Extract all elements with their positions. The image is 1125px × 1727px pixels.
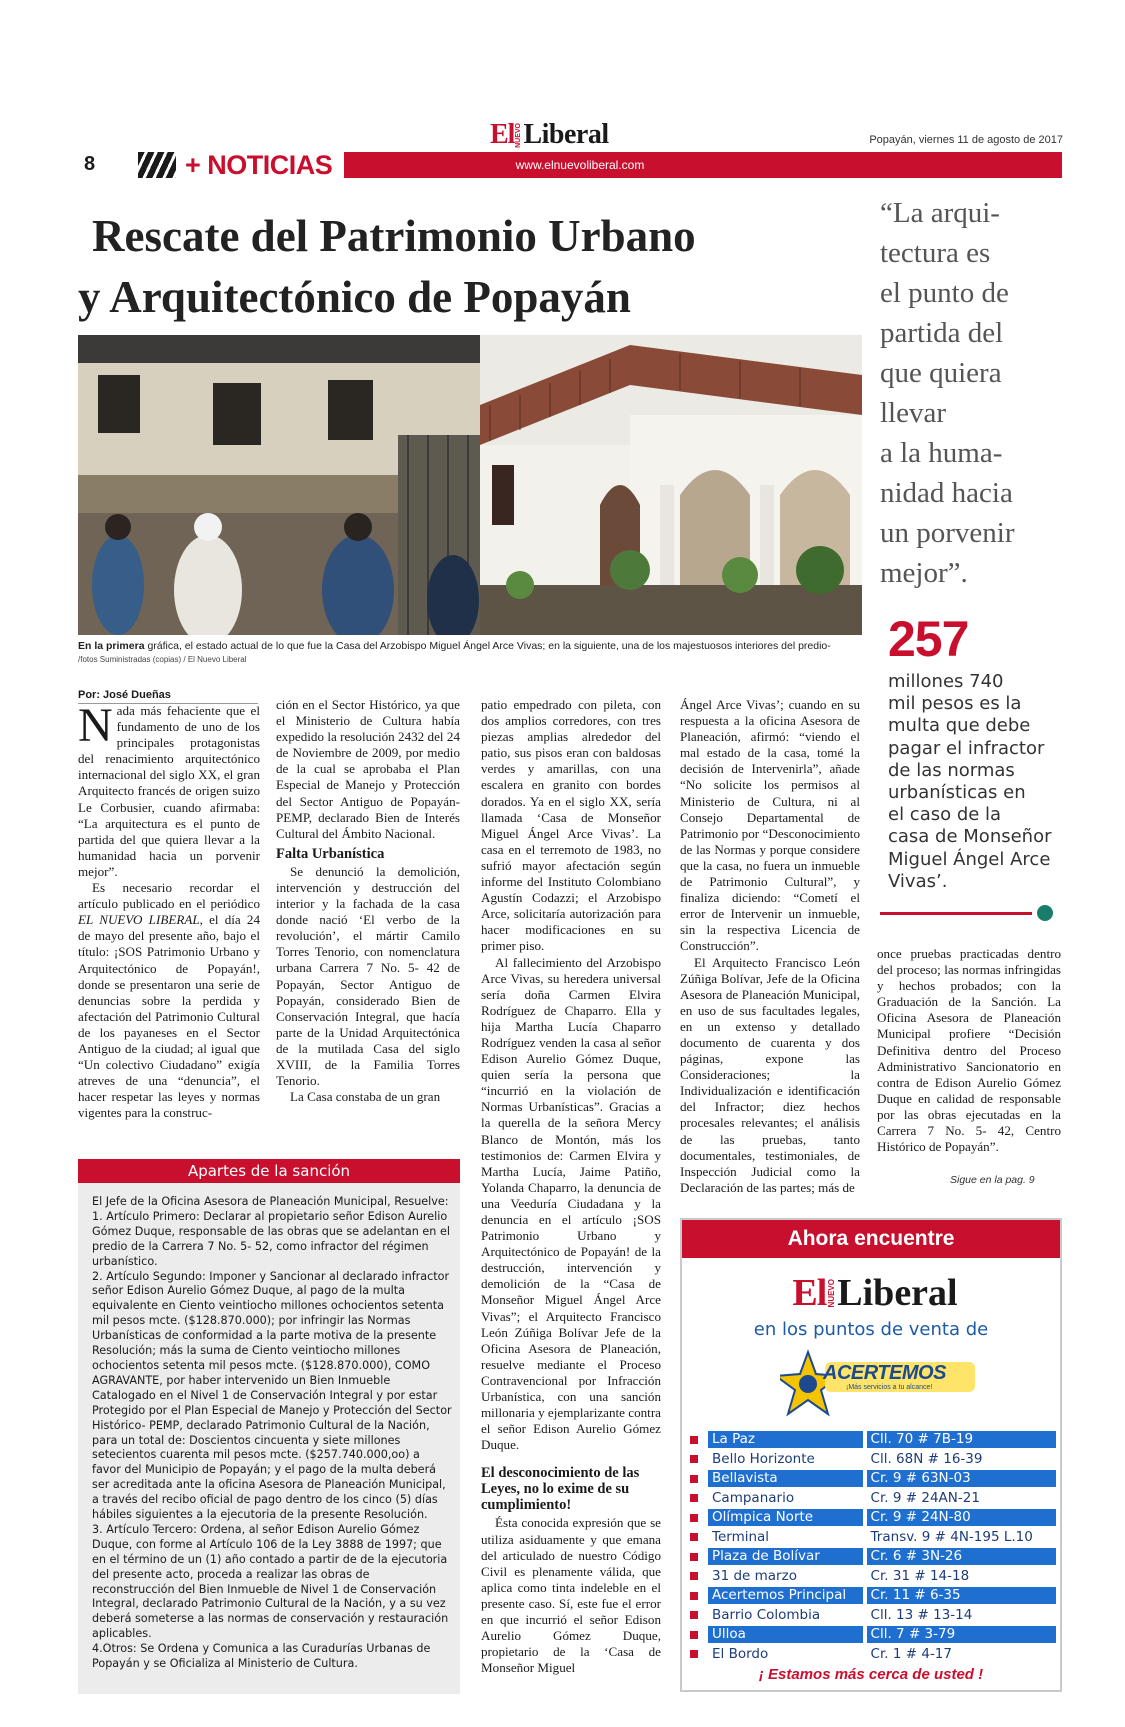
ad-newspaper-logo <box>770 1271 980 1315</box>
bullet-square-icon <box>690 1611 698 1619</box>
sanction-paragraph: 1. Artículo Primero: Declarar al propietario señor Edison Aurelio Gómez Duque, responsable de las obras que se adelantan en el predio de la Carrera 7 No. 5- 52, como infractor del régimen urbanístico. <box>92 1209 450 1268</box>
logo-liberal: Liberal <box>523 119 609 150</box>
sales-point-row <box>686 1508 1056 1528</box>
sales-point-row <box>686 1606 1056 1626</box>
paragraph: patio empedrado con pileta, con dos amplios corredores, con tres piezas amplias alrededor del patio, sus pisos eran con baldosas verdes y amarillas, con una escalera en granito con bordes dorados. Ya en el siglo XX, sería llamada ‘Casa de Monseñor Miguel Ángel Arce Vivas’. La casa en el terremoto de 1983, no sufrió mayor afectación según informe del Instituto Colombiano Agustín Codazzi; el Arzobispo Arce, solicitaría autorización para hacer modificaciones en su primer piso. <box>481 697 661 954</box>
drop-cap: N <box>78 699 113 752</box>
sales-point-place: Acertemos Principal <box>708 1587 863 1604</box>
sanction-box-title: Apartes de la sanción <box>78 1159 460 1183</box>
bullet-square-icon <box>690 1514 698 1522</box>
header-stripes <box>138 152 178 178</box>
sales-point-place: Ulloa <box>708 1626 863 1643</box>
page-number: 8 <box>84 153 96 175</box>
paragraph: El Arquitecto Francisco León Zúñiga Bolívar, Jefe de la Oficina Asesora de Planeación Municipal, en uso de sus facultades legales, en un extenso y detallado documento de cuarenta y dos páginas, expone las Consideraciones; la Individualización e identificación del Infractor; diez hechos procesales relevantes; el análisis de las pruebas, tanto documentales, testimoniales, de Inspección Judicial como la Declaración de las partes; más de <box>680 954 860 1195</box>
bullet-square-icon <box>690 1533 698 1541</box>
bullet-square-icon <box>690 1494 698 1502</box>
sales-point-address: Cr. 9 # 24N-80 <box>867 1509 1056 1526</box>
paragraph: Ésta conocida expresión que se utiliza asiduamente y que emana del articulado de nuestro Código Civil es plenamente válida, que aplica como tinta indeleble en el presente caso. Sí, este fue el error en que incurrió el señor Edison Aurelio Gómez Duque, propietario de la ‘Casa de Monseñor Miguel <box>481 1515 661 1676</box>
sanction-paragraph: 4.Otros: Se Ordena y Comunica a las Curadurías Urbanas de Popayán y se Oficializa al Ministerio de Cultura. <box>92 1642 431 1671</box>
website-url[interactable]: www.elnuevoliberal.com <box>515 158 645 172</box>
subheading: Falta Urbanística <box>276 845 385 862</box>
paragraph <box>78 880 260 1121</box>
sales-point-address: Cr. 1 # 4-17 <box>870 1645 952 1662</box>
bullet-square-icon <box>690 1553 698 1561</box>
sales-point-place: La Paz <box>708 1431 863 1448</box>
bullet-square-icon <box>690 1572 698 1580</box>
sales-point-place: 31 de marzo <box>712 1567 797 1584</box>
bullet-square-icon <box>690 1631 698 1639</box>
article-column-5 <box>877 946 1061 1155</box>
sales-point-row <box>686 1567 1056 1587</box>
logo-el: El <box>792 1272 827 1314</box>
sales-point-row <box>686 1450 1056 1470</box>
sales-point-place: Plaza de Bolívar <box>708 1548 863 1565</box>
sales-point-place: Barrio Colombia <box>712 1606 821 1623</box>
masthead-logo <box>490 118 650 152</box>
paragraph: La Casa constaba de un gran <box>290 1089 441 1105</box>
paragraph-text: ada más fehaciente que el fundamento de uno de los principales protagonistas del renacimiento arquitectónico internacional del siglo XX, el gran Arquitecto francés de origen suizo Le Corbusier, cuando afirmaba: “La arquitectura es el punto de partida del que quiera llevar a la humanidad hacia un porvenir mejor”. <box>78 703 260 879</box>
stat-dot-icon <box>1037 905 1053 921</box>
continues-note[interactable]: Sigue en la pag. 9 <box>950 1174 1035 1186</box>
stat-number: 257 <box>888 611 969 667</box>
byline: Por: José Dueñas <box>78 689 171 701</box>
article-column-3 <box>481 697 661 1676</box>
logo-el: El <box>490 119 515 150</box>
logo-nuevo: NUEVO <box>827 1278 837 1308</box>
photo-caption <box>78 640 878 653</box>
paragraph-text: , el día 24 de mayo del presente año, bajo el título: ¡SOS Patrimonio Urbano y Arquitectónico de Popayán!, donde se presentaron una serie de denuncias sobre la perdida y afectación del Patrimonio Cultural de los payaneses en el Sector Antiguo de la ciudad; al igual que “Un colectivo Ciudadano” exigía atreves de una “denuncia”, el hacer respetar las leyes y normas vigentes para la construc- <box>78 912 260 1121</box>
bullet-square-icon <box>690 1592 698 1600</box>
paragraph: ción en el Sector Histórico, ya que el Ministerio de Cultura había expedido la resolución 2432 del 24 de Noviembre de 2009, por medio de la cual se aprobaba el Plan Especial de Manejo y Protección del Sector Antiguo de Popayán- PEMP, declarado Bien de Interés Cultural del Ámbito Nacional. <box>276 697 460 841</box>
photo-colonial-courtyard <box>480 335 862 635</box>
paragraph: Al fallecimiento del Arzobispo Arce Vivas, su heredera universal sería doña Carmen Elvira Rodríguez de Chaparro. Ella y hija Martha Lucía Chaparro Rodríguez venden la casa al señor Edison Aurelio Gómez Duque, quien sería la persona que “incurrió en la violación de Normas Urbanísticas”. Gracias a la querella de la señora Mercy Blanco de Montón, más los testimonios de: Carmen Elvira y Martha Lucía, Jaime Patiño, Yolanda Chaparro, la denuncia de una Veeduría Ciudadana y la denuncia en el artículo ¡SOS Patrimonio Urbano y Arquitectónico de Popayán! de la destrucción, intervención y demolición de la “Casa de Monseñor Miguel Ángel Arce Vivas”; el Arquitecto Francisco León Zúñiga Bolívar Jefe de la Oficina Asesora de Planeación, resuelve mediante el Proceso Contravencional por Infracción Urbanística, con una sanción millonaria y ejemplarizante contra el señor Edison Aurelio Gómez Duque. <box>481 954 661 1453</box>
ad-footer: ¡ Estamos más cerca de usted ! <box>758 1666 984 1683</box>
photo-credit: /fotos Suministradas (copias) / El Nuevo Liberal <box>78 655 247 664</box>
stat-text: millones 740 mil pesos es la multa que debe pagar el infractor de las normas urbanísticas en el caso de la casa de Monseñor Miguel Ángel Arce Vivas’. <box>888 671 1052 892</box>
sales-point-row <box>686 1645 1056 1665</box>
issue-date: Popayán, viernes 11 de agosto de 2017 <box>869 134 1063 146</box>
sales-point-place: Campanario <box>712 1489 795 1506</box>
sales-point-place: Bellavista <box>708 1470 863 1487</box>
paragraph: Ángel Arce Vivas’; cuando en su respuesta a la oficina Asesora de Planeación, afirmó: “viendo el mal estado de la casa, tomé la decisión de Intervenirla”, añade “No solicite los permisos al Ministerio de Cultura, ni al Consejo Departamental de Patrimonio por “Desconocimiento de las Normas y porque considere que la casa, no fuera un inmueble de Patrimonio Cultural”, y finaliza diciendo: “Cometí el error de Intervenir un inmueble, sin la respectiva Licencia de Construcción”. <box>680 697 860 954</box>
sales-point-address: Cr. 9 # 63N-03 <box>867 1470 1056 1487</box>
article-column-4 <box>680 697 860 1196</box>
caption-bold: En la primera <box>78 640 145 652</box>
sales-point-place: Terminal <box>712 1528 770 1545</box>
bullet-square-icon <box>690 1436 698 1444</box>
ad-subtitle: en los puntos de venta de <box>753 1319 989 1340</box>
subheading: El desconocimiento de las Leyes, no lo exime de su cumplimiento! <box>481 1465 640 1514</box>
sanction-paragraph: 2. Artículo Segundo: Imponer y Sancionar al declarado infractor señor Edison Aurelio Gómez Duque, al pago de la multa equivalente en Ciento veintiocho millones ochocientos setenta mil pesos mcte. ($128.870.000); por infringir las Normas Urbanísticas de conformidad a la parte motiva de la presente Resolución; más la suma de Ciento veintiocho millones ochocientos setenta mil pesos mcte. ($128.870.000), COMO AGRAVANTE, por haber intervenido un Bien Inmueble Catalogado en el Nivel 1 de Conservación Integral y por estar Protegido por el Plan Especial de Manejo y Protección del Sector Histórico- PEMP, declarado Patrimonio Cultural de la Nación, para un total de: Doscientos cincuenta y siete millones setecientos cuarenta mil pesos mcte. ($257.740.000,oo) a favor del Municipio de Popayán; y el pago de la multa deberá ser acreditada ante la oficina Asesora de Planeación Municipal, a través del recibo oficial de pago dentro de los cinco (5) días hábiles siguientes a la ejecutoria de la presente Resolución. <box>92 1269 452 1522</box>
sanction-box-text <box>92 1195 452 1672</box>
sales-point-address: Cll. 7 # 3-79 <box>867 1626 1056 1643</box>
sales-point-place: Bello Horizonte <box>712 1450 815 1467</box>
logo-liberal: Liberal <box>837 1272 958 1314</box>
sales-point-address: Cr. 11 # 6-35 <box>867 1587 1056 1604</box>
pull-quote: “La arqui- tectura es el punto de partida del que quiera llevar a la huma- nidad hacia un porvenir mejor”. <box>880 197 1015 589</box>
sales-point-row <box>686 1528 1056 1548</box>
ad-header: Ahora encuentre <box>682 1220 1060 1258</box>
sales-point-row <box>686 1547 1056 1567</box>
headline-line-2: y Arquitectónico de Popayán <box>78 272 631 322</box>
sales-point-row <box>686 1625 1056 1645</box>
sales-point-row <box>686 1430 1056 1450</box>
bullet-square-icon <box>690 1475 698 1483</box>
section-label: + NOTICIAS <box>185 150 333 180</box>
sales-point-address: Cll. 13 # 13-14 <box>870 1606 973 1623</box>
sanction-paragraph: El Jefe de la Oficina Asesora de Planeación Municipal, Resuelve: <box>92 1195 449 1208</box>
stat-rule <box>880 912 1032 915</box>
paragraph-text: Es necesario recordar el artículo publicado en el periódico <box>78 880 260 912</box>
bullet-square-icon <box>690 1650 698 1658</box>
sales-points-list <box>686 1430 1056 1664</box>
photo-colonial-courtyard-illustration <box>480 335 862 635</box>
photo-ruined-facade <box>78 335 480 635</box>
article-column-2 <box>276 697 460 1105</box>
sales-point-address: Cr. 6 # 3N-26 <box>867 1548 1056 1565</box>
caption-rest: gráfica, el estado actual de lo que fue la Casa del Arzobispo Miguel Ángel Arce Vivas; en la siguiente, una de los majestuosos interiores del predio- <box>144 640 831 652</box>
newspaper-name: EL NUEVO LIBERAL <box>78 912 200 928</box>
sales-point-row <box>686 1586 1056 1606</box>
sales-point-address: Cll. 70 # 7B-19 <box>867 1431 1056 1448</box>
sales-point-address: Transv. 9 # 4N-195 L.10 <box>870 1528 1033 1545</box>
sales-point-address: Cr. 9 # 24AN-21 <box>870 1489 980 1506</box>
headline-line-1: Rescate del Patrimonio Urbano <box>92 211 696 261</box>
logo-nuevo: NUEVO <box>515 122 523 148</box>
headline <box>78 206 848 328</box>
acertemos-wordmark: ACERTEMOS <box>823 1362 946 1384</box>
paragraph: Se denunció la demolición, intervención y destrucción del interior y la fachada de la casa donde nació ‘El verbo de la revolución’, el mártir Camilo Torres Tenorio, con nomenclatura urbana Carrera 7 No. 5- 42 de Popayán, Sector Antiguo de Popayán, considerado Bien de Conservación Integral, que hacía parte de la Unidad Arquitectónica de la mutilada Casa del siglo XVIII, de la Familia Torres Tenorio. <box>276 863 460 1089</box>
sales-point-place: El Bordo <box>712 1645 769 1662</box>
sales-point-place: Olímpica Norte <box>708 1509 863 1526</box>
article-column-1 <box>78 699 260 1121</box>
paragraph: once pruebas practicadas dentro del proceso; las normas infringidas y hechos probados; con la Graduación de la Sanción. La Oficina Asesora de Planeación Municipal profiere “Decisión Definitiva dentro del Proceso Administrativo Sancionatorio en contra de Edison Aurelio Gómez Duque en calidad de responsable por las obras ejecutadas en la Carrera 7 No. 5- 42, Centro Histórico de Popayán”. <box>877 946 1061 1155</box>
photo-ruined-facade-illustration <box>78 335 480 635</box>
sales-point-row <box>686 1489 1056 1509</box>
sanction-paragraph: 3. Artículo Tercero: Ordena, al señor Edison Aurelio Gómez Duque, con forme al Artículo 106 de la Ley 3888 de 1997; que en el término de un (1) año contado a partir de de la ejecutoria del presente acto, proceda a realizar las obras de reconstrucción del Bien Inmueble de Nivel 1 de Conservación Integral, declarado Patrimonio Cultural de la Nación, y a su vez deberá someterse a las normas de conservación y restauración aplicables. <box>92 1522 449 1641</box>
acertemos-slogan: ¡Más servicios a tu alcance! <box>846 1384 933 1391</box>
sales-point-address: Cr. 31 # 14-18 <box>870 1567 970 1584</box>
sales-point-address: Cll. 68N # 16-39 <box>870 1450 983 1467</box>
bullet-square-icon <box>690 1455 698 1463</box>
paragraph <box>78 699 260 880</box>
sales-point-row <box>686 1469 1056 1489</box>
